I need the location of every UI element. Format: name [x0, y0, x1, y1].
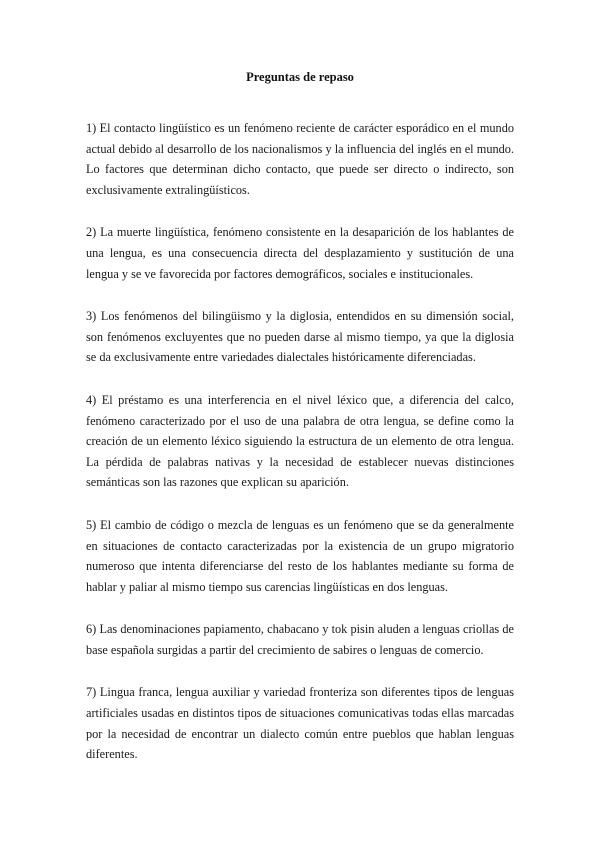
question-7: 7) Lingua franca, lengua auxiliar y variedad fronteriza son diferentes tipos de lenguas artificiales usadas en distintos tipos de situaciones comunicativas todas ellas marcadas por la necesidad de encontrar un dialecto común entre pueblos que hablan lenguas diferentes.	[86, 685, 514, 762]
question-2: 2) La muerte lingüística, fenómeno consistente en la desaparición de los hablantes de una lengua, es una consecuencia directa del desplazamiento y sustitución de una lengua y se ve favorecida por factores demográficos, sociales e institucionales.	[86, 225, 514, 281]
page-title: Preguntas de repaso	[246, 70, 354, 84]
question-5: 5) El cambio de código o mezcla de lenguas es un fenómeno que se da generalmente en situaciones de contacto caracterizadas por la existencia de un grupo migratorio numeroso que intenta diferenciarse del resto de los hablantes mediante su forma de hablar y paliar al mismo tiempo sus carencias lingüísticas en dos lenguas.	[86, 517, 514, 594]
question-1: 1) El contacto lingüístico es un fenómeno reciente de carácter esporádico en el mundo actual debido al desarrollo de los nacionalismos y la influencia del inglés en el mundo. Lo factores que determinan dicho contacto, que puede ser directo o indirecto, son exclusivamente extralingüísticos.	[86, 121, 514, 197]
question-list	[86, 118, 514, 787]
question-6: 6) Las denominaciones papiamento, chabacano y tok pisin aluden a lenguas criollas de base española surgidas a partir del crecimiento de sabires o lenguas de comercio.	[86, 622, 514, 657]
question-4: 4) El préstamo es una interferencia en el nivel léxico que, a diferencia del calco, fenómeno caracterizado por el uso de una palabra de otra lengua, se define como la creación de un elemento léxico siguiendo la estructura de un elemento de otra lengua. La pérdida de palabras nativas y la necesidad de establecer nuevas distinciones semánticas son las razones que explican su aparición.	[86, 392, 514, 490]
question-3: 3) Los fenómenos del bilingüismo y la diglosia, entendidos en su dimensión social, son fenómenos excluyentes que no pueden darse al mismo tiempo, ya que la diglosia se da exclusivamente entre variedades dialectales históricamente diferenciadas.	[86, 309, 514, 365]
